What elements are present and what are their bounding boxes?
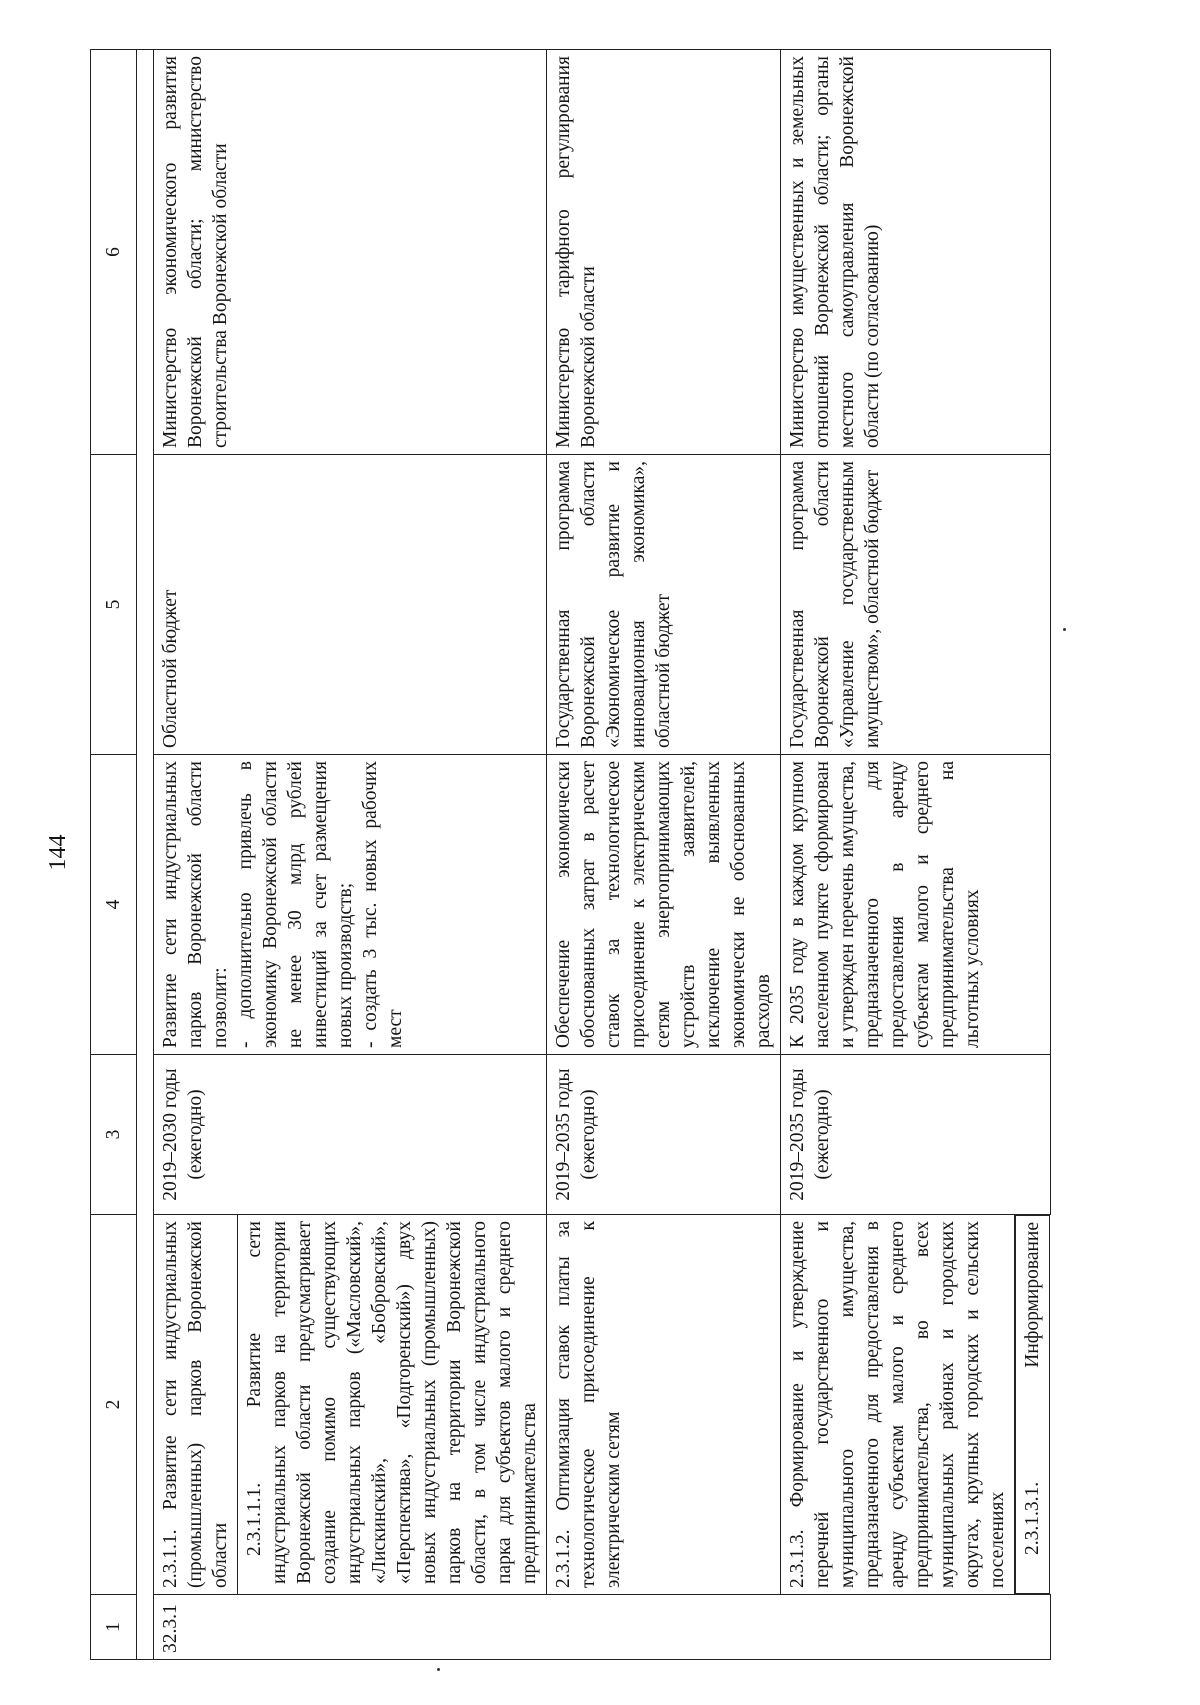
measure-text: 2.3.1.2. Оптимизация ставок платы за технологическое присоединение к электрическим сетям (547, 1215, 781, 1595)
result-item: - дополнительно привлечь в экономику Воронежской области не менее 30 млрд рублей инвестиций за счет размещения новых производств; (235, 761, 356, 1048)
page-number: 144 (45, 834, 71, 871)
measure-text: 2.3.1.3. Формирование и утверждение перечней государственного и муниципального имущества, предназначенного для предоставления в аренду субъектам малого и среднего предпринимательства, во всех муниципальных районах и городских округах, крупных городских и сельских поселениях (781, 1215, 1015, 1595)
sub-measure-cell (1015, 1215, 1050, 1594)
scan-speck (437, 1668, 440, 1671)
result-cell (154, 755, 547, 1055)
scan-speck (1063, 628, 1066, 631)
source-text: Государственная программа Воронежской области «Экономическое развитие и инновационная экономика», областной бюджет (547, 455, 781, 755)
header-col-1: 1 (91, 1595, 137, 1660)
sub-measure-word: Информирование (1022, 1222, 1043, 1368)
measures-table (90, 49, 1051, 1660)
table-row (781, 50, 1015, 1660)
header-col-6: 6 (91, 50, 137, 455)
executor-text: Министерство экономического развития Воронежской области; министерство строительства Воронежской области (154, 50, 547, 455)
sub-measure-number: 2.3.1.3.1. (1022, 1481, 1043, 1555)
header-gap (137, 50, 154, 1660)
header-col-3: 3 (91, 1055, 137, 1215)
source-text: Государственная программа Воронежской области «Управление государственным имуществом», областной бюджет (781, 455, 1051, 755)
executor-text: Министерство имущественных и земельных отношений Воронежской области; органы местного самоуправления Воронежской области (по согласованию) (781, 50, 1051, 455)
header-row (91, 50, 137, 1660)
header-col-2: 2 (91, 1215, 137, 1595)
table-row (154, 50, 238, 1660)
header-col-5: 5 (91, 455, 137, 755)
measure-text: 2.3.1.1. Развитие сети индустриальных (промышленных) парков Воронежской области (154, 1215, 238, 1595)
header-col-4: 4 (91, 755, 137, 1055)
source-text: Областной бюджет (154, 455, 547, 755)
executor-text: Министерство тарифного регулирования Воронежской области (547, 50, 781, 455)
row-id: 32.3.1 (154, 1595, 1051, 1660)
period-text: 2019–2030 годы (ежегодно) (154, 1055, 547, 1215)
result-intro: Развитие сети индустриальных парков Воронежской области позволит: (160, 761, 231, 1048)
result-item: - создать 3 тыс. новых рабочих мест (360, 761, 406, 1048)
sub-measure-text: 2.3.1.1.1. Развитие сети индустриальных парков на территории Воронежской области предусматривает создание помимо существующих индустриальных парков («Масловский», «Лискинский», «Бобровский», «Перспектива», «Подгоренский») двух новых индустриальных (промышленных) парков на территории Воронежской области, в том числе индустриального парка для субъектов малого и среднего предпринимательства (238, 1215, 547, 1595)
period-text: 2019–2035 годы (ежегодно) (547, 1055, 781, 1215)
result-text: К 2035 году в каждом крупном населенном пункте сформирован и утвержден перечень имущества, предназначенного для предоставления в аренду субъектам малого и среднего предпринимательства на льготных условиях (781, 755, 1051, 1055)
table-row (547, 50, 781, 1660)
period-text: 2019–2035 годы (ежегодно) (781, 1055, 1051, 1215)
result-text: Обеспечение экономически обоснованных затрат в расчет ставок за технологическое присоединение к электрическим сетям энергопринимающих устройств заявителей, исключение выявленных экономически не обоснованных расходов (547, 755, 781, 1055)
